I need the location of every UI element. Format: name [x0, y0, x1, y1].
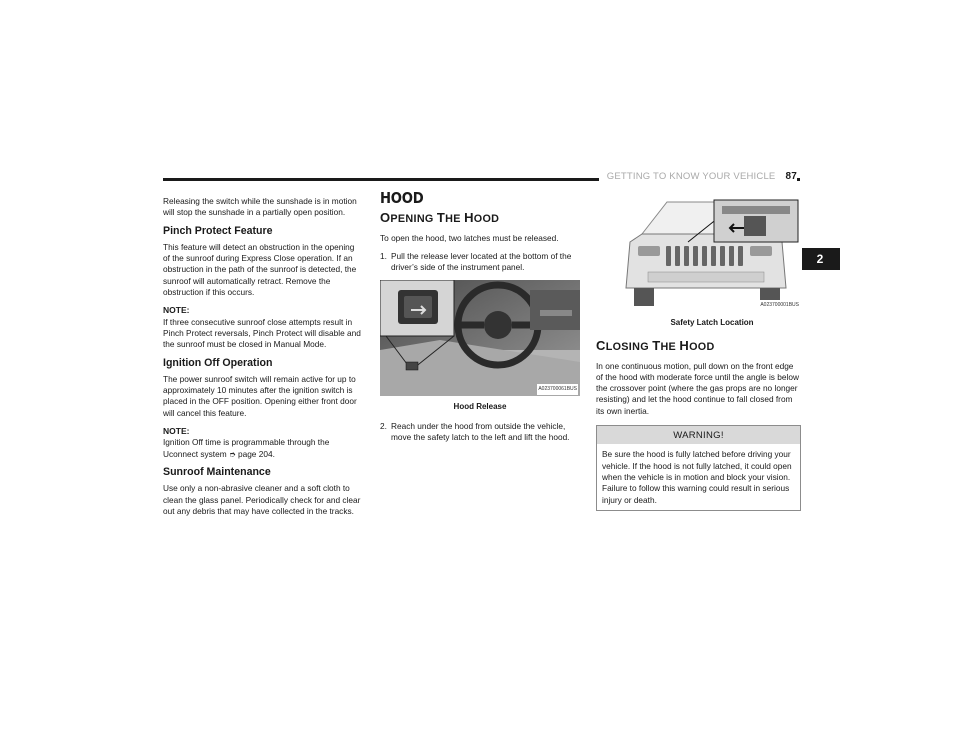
- header-section-title: GETTING TO KNOW YOUR VEHICLE: [606, 171, 776, 182]
- warning-text: Be sure the hood is fully latched before driving your vehicle. If the hood is not fully latched, it could open when the vehicle is in motion and block your vision. Failure to follow this warning could result in serious injury or death.: [602, 449, 792, 505]
- page-reference-link[interactable]: page 204.: [235, 448, 275, 459]
- step-2: [380, 421, 580, 444]
- step-text: Reach under the hood from outside the vehicle, move the safety latch to the left and lift the hood.: [391, 420, 570, 443]
- page-number: 87: [785, 171, 797, 182]
- step-text: Pull the release lever located at the bottom of the driver’s side of the instrument panel.: [391, 250, 572, 273]
- hood-title: HOOD: [380, 189, 424, 207]
- sunroof-maintenance-heading: Sunroof Maintenance: [163, 465, 271, 478]
- figure-code: A023700001BUS: [759, 300, 800, 311]
- warning-box: [596, 425, 801, 511]
- figure-caption: Hood Release: [453, 402, 507, 412]
- column-left: [163, 196, 363, 524]
- step-1: [380, 251, 580, 274]
- chapter-tab[interactable]: 2: [800, 248, 840, 270]
- note-text: [163, 437, 363, 460]
- note-label: NOTE:: [163, 426, 190, 437]
- figure-code: A023700061BUS: [537, 384, 578, 395]
- opening-intro-paragraph: To open the hood, two latches must be released.: [380, 232, 559, 243]
- closing-the-hood-heading: CLOSING THE HOOD: [596, 338, 715, 354]
- sunroof-maintenance-paragraph: Use only a non-abrasive cleaner and a soft cloth to clean the glass panel. Periodically check for and clear out any debris that may have collected in the tracks.: [163, 483, 361, 516]
- pinch-protect-heading: Pinch Protect Feature: [163, 224, 273, 237]
- pinch-protect-paragraph: This feature will detect an obstruction in the opening of the sunroof during Express Close operation. If an obstruction in the path of the sunroof is detected, the sunroof will automatically retract. Remove the obstruction if this occurs.: [163, 241, 357, 298]
- column-right: [596, 196, 801, 511]
- note-label: NOTE:: [163, 305, 190, 316]
- safety-latch-figure: [622, 196, 802, 312]
- page-header: [599, 171, 797, 182]
- figure-caption: Safety Latch Location: [670, 318, 754, 327]
- step-number: 1.: [380, 250, 387, 261]
- safety-latch-illustration: [622, 196, 802, 312]
- note-text-part: Ignition Off time is programmable through the Uconnect system: [163, 437, 330, 459]
- column-middle: [380, 189, 580, 450]
- ignition-off-paragraph: The power sunroof switch will remain active for up to approximately 10 minutes after the ignition switch is placed in the OFF position. Opening either front door will cancel this feature.: [163, 373, 357, 418]
- note-text: If three consecutive sunroof close attempts result in Pinch Protect reversals, Pinch Protect will disable and the sunroof must be closed in Manual Mode.: [163, 316, 361, 350]
- opening-the-hood-heading: OPENING THE HOOD: [380, 210, 500, 226]
- ignition-off-heading: Ignition Off Operation: [163, 356, 273, 369]
- closing-paragraph: In one continuous motion, pull down on the front edge of the hood with moderate force until the angle is below the crossover point (where the gas props are no longer resisting) and let the hood continue to fall closed from its own inertia.: [596, 360, 799, 416]
- page-reference-arrow-icon: ➮: [228, 449, 236, 459]
- hood-release-illustration: [380, 280, 580, 396]
- sunshade-paragraph: Releasing the switch while the sunshade is in motion will stop the sunshade in a partially open position.: [163, 196, 357, 218]
- hood-release-figure: [380, 280, 580, 396]
- step-number: 2.: [380, 420, 387, 431]
- warning-title: WARNING!: [597, 426, 800, 444]
